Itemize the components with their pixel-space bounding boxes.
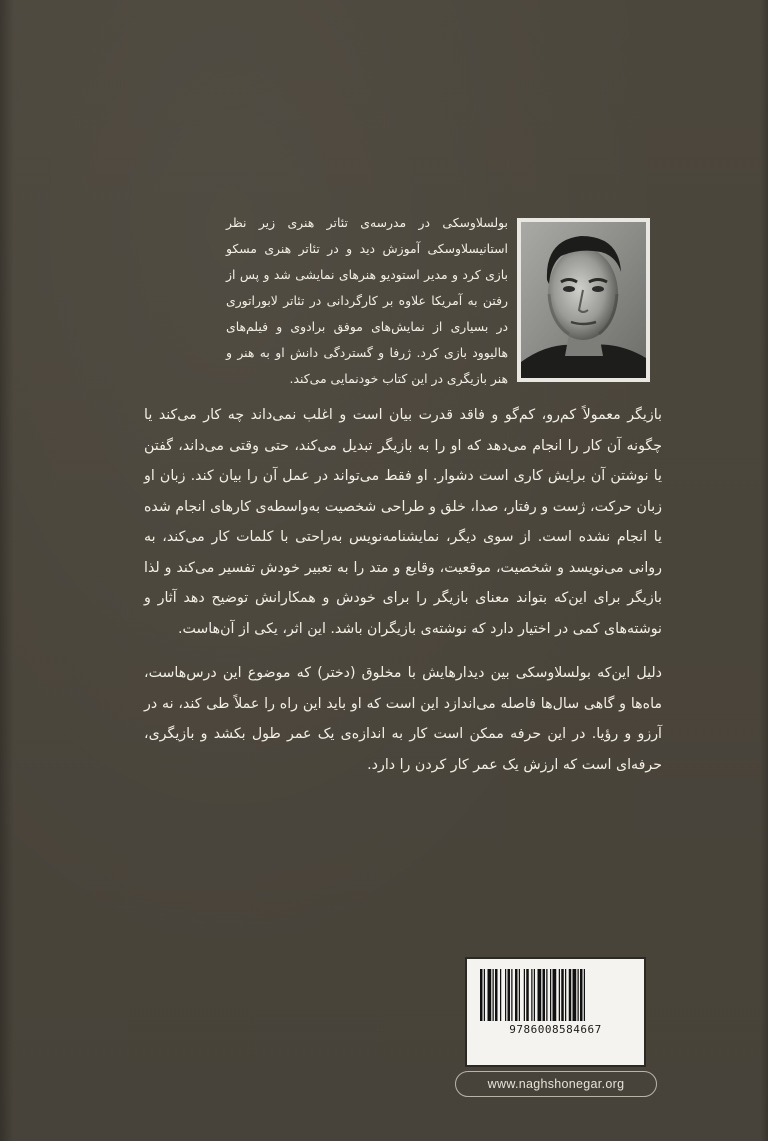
barcode bbox=[465, 957, 646, 1067]
author-portrait-image bbox=[521, 222, 646, 378]
barcode-bars bbox=[478, 969, 633, 1021]
isbn-number: 9786008584667 bbox=[509, 1023, 602, 1036]
spine-shadow bbox=[0, 0, 14, 1141]
description bbox=[144, 400, 662, 780]
edge-shadow bbox=[760, 0, 768, 1141]
description-paragraph: بازیگر معمولاً کم‌رو، کم‌گو و فاقد قدرت بیان است و اغلب نمی‌داند چه کار می‌کند یا چگونه آن کار را انجام می‌دهد که او را به بازیگر تبدیل می‌کند، حتی وقتی می‌داند، گفتن یا نوشتن آن برایش کاری است دشوار. او فقط می‌تواند در عمل آن را بیان کند. زبان او زبان حرکت، ژست و رفتار، صدا، خلق و طراحی شخصیت به‌واسطه‌ی کارهای انجام شده یا انجام نشده است. از سوی دیگر، نمایشنامه‌نویس به‌راحتی با کلمات کار می‌کند، به روانی می‌نویسد و شخصیت، موقعیت، وقایع و متد را به تعبیر خودش تفسیر می‌کند و لذا بازیگر برای این‌که بتواند معنای بازیگر را برای خودش و همکارانش توضیح دهد آثار و نوشته‌های کمی در اختیار دارد که نوشته‌ی بازیگران باشد. این اثر، یکی از آن‌هاست. bbox=[144, 407, 662, 637]
publisher-website[interactable]: www.naghshonegar.org bbox=[455, 1071, 657, 1097]
author-portrait bbox=[517, 218, 650, 382]
author-bio: بولسلاوسکی در مدرسه‌ی تئاتر هنری زیر نظر استانیسلاوسکی آموزش دید و در تئاتر هنری مسکو بازی کرد و مدیر استودیو هنرهای نمایشی شد و پس از رفتن به آمریکا علاوه بر کارگردانی در تئاتر لابوراتوری در بسیاری از نمایش‌های موفق برادوی و فیلم‌های هالیوود بازی کرد. ژرفا و گستردگی دانش او به هنر و هنر بازیگری در این کتاب خودنمایی می‌کند. bbox=[226, 215, 508, 386]
description-paragraph: دلیل این‌که بولسلاوسکی بین دیدارهایش با مخلوق (دختر) که موضوع این درس‌هاست، ماه‌ها و گاهی سال‌ها فاصله می‌اندازد این است که او باید این راه را عملاً طی کند، نه در آرزو و رؤیا. در این حرفه ممکن است کار به اندازه‌ی یک عمر طول بکشد و بازیگری، حرفه‌ای است که ارزش یک عمر کار کردن را دارد. bbox=[144, 665, 662, 773]
